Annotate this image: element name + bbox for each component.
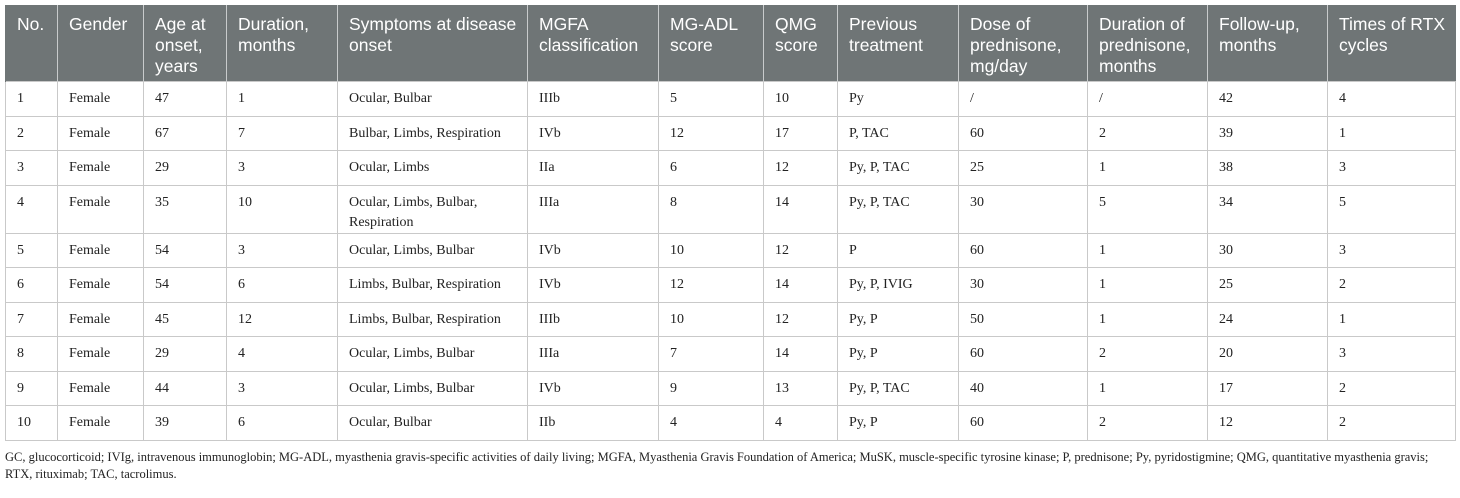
table-cell: 1	[1328, 116, 1456, 151]
table-cell: Bulbar, Limbs, Respiration	[338, 116, 528, 151]
table-cell: 42	[1208, 82, 1328, 117]
table-cell: 14	[764, 337, 838, 372]
table-cell: 25	[1208, 268, 1328, 303]
table-cell: 14	[764, 185, 838, 233]
table-cell: Ocular, Limbs	[338, 151, 528, 186]
table-row	[6, 151, 1456, 186]
table-cell: 2	[1088, 116, 1208, 151]
table-cell: IIIa	[528, 337, 659, 372]
table-row	[6, 233, 1456, 268]
table-cell: 7	[659, 337, 764, 372]
table-cell: 3	[227, 151, 338, 186]
table-cell: 12	[764, 151, 838, 186]
table-cell: 17	[1208, 371, 1328, 406]
table-cell: 6	[659, 151, 764, 186]
table-container	[5, 5, 1455, 483]
table-row	[6, 82, 1456, 117]
table-cell: 5	[659, 82, 764, 117]
header-cell: Dose of prednisone, mg/day	[959, 5, 1088, 82]
table-cell: 2	[1328, 371, 1456, 406]
table-cell: 54	[144, 233, 227, 268]
table-cell: 10	[764, 82, 838, 117]
table-cell: Female	[58, 116, 144, 151]
table-cell: 35	[144, 185, 227, 233]
table-cell: Py	[838, 82, 959, 117]
table-cell: 30	[959, 268, 1088, 303]
table-cell: Female	[58, 371, 144, 406]
table-cell: 2	[1088, 406, 1208, 441]
table-cell: 5	[6, 233, 58, 268]
header-cell: Times of RTX cycles	[1328, 5, 1456, 82]
table-cell: 8	[659, 185, 764, 233]
table-cell: 50	[959, 302, 1088, 337]
table-row	[6, 116, 1456, 151]
table-cell: 17	[764, 116, 838, 151]
table-cell: 3	[1328, 337, 1456, 372]
header-cell: Duration, months	[227, 5, 338, 82]
header-cell: QMG score	[764, 5, 838, 82]
table-cell: Py, P, IVIG	[838, 268, 959, 303]
table-cell: 20	[1208, 337, 1328, 372]
table-cell: Ocular, Bulbar	[338, 406, 528, 441]
table-cell: IIb	[528, 406, 659, 441]
table-cell: 3	[227, 371, 338, 406]
table-cell: Ocular, Bulbar	[338, 82, 528, 117]
table-cell: 3	[6, 151, 58, 186]
table-cell: 1	[1328, 302, 1456, 337]
table-cell: 2	[6, 116, 58, 151]
table-cell: 29	[144, 337, 227, 372]
table-cell: 6	[227, 268, 338, 303]
table-cell: 1	[1088, 233, 1208, 268]
table-cell: Female	[58, 151, 144, 186]
table-cell: 44	[144, 371, 227, 406]
table-cell: IIIb	[528, 302, 659, 337]
table-cell: 60	[959, 116, 1088, 151]
table-cell: 4	[659, 406, 764, 441]
table-cell: Female	[58, 82, 144, 117]
table-cell: 5	[1328, 185, 1456, 233]
table-cell: 39	[1208, 116, 1328, 151]
table-cell: 3	[1328, 151, 1456, 186]
header-cell: MG-ADL score	[659, 5, 764, 82]
table-cell: 7	[6, 302, 58, 337]
table-cell: 60	[959, 406, 1088, 441]
table-cell: 67	[144, 116, 227, 151]
table-cell: 10	[227, 185, 338, 233]
patient-table	[5, 5, 1456, 441]
table-row	[6, 185, 1456, 233]
table-cell: 40	[959, 371, 1088, 406]
table-cell: P, TAC	[838, 116, 959, 151]
table-cell: Female	[58, 337, 144, 372]
table-cell: IIIa	[528, 185, 659, 233]
table-cell: 3	[227, 233, 338, 268]
table-cell: 1	[1088, 268, 1208, 303]
table-cell: 24	[1208, 302, 1328, 337]
header-cell: Gender	[58, 5, 144, 82]
table-row	[6, 337, 1456, 372]
table-body	[6, 82, 1456, 441]
table-cell: 8	[6, 337, 58, 372]
header-cell: Symptoms at disease onset	[338, 5, 528, 82]
table-cell: 6	[227, 406, 338, 441]
table-cell: IVb	[528, 233, 659, 268]
table-cell: 10	[6, 406, 58, 441]
table-cell: 38	[1208, 151, 1328, 186]
table-cell: 12	[764, 302, 838, 337]
table-cell: Py, P	[838, 302, 959, 337]
table-cell: 5	[1088, 185, 1208, 233]
table-cell: 12	[1208, 406, 1328, 441]
table-cell: Ocular, Limbs, Bulbar	[338, 337, 528, 372]
table-cell: 12	[227, 302, 338, 337]
table-cell: IVb	[528, 116, 659, 151]
table-cell: 4	[227, 337, 338, 372]
table-cell: Py, P, TAC	[838, 151, 959, 186]
table-cell: 3	[1328, 233, 1456, 268]
table-cell: 29	[144, 151, 227, 186]
table-cell: 1	[227, 82, 338, 117]
table-cell: Py, P, TAC	[838, 371, 959, 406]
table-cell: 2	[1328, 406, 1456, 441]
table-cell: /	[1088, 82, 1208, 117]
table-cell: 9	[6, 371, 58, 406]
table-cell: IIIb	[528, 82, 659, 117]
table-row	[6, 371, 1456, 406]
header-cell: No.	[6, 5, 58, 82]
table-cell: 2	[1088, 337, 1208, 372]
table-cell: 12	[659, 268, 764, 303]
table-cell: Py, P, TAC	[838, 185, 959, 233]
header-cell: MGFA classification	[528, 5, 659, 82]
header-row	[6, 5, 1456, 82]
table-cell: 47	[144, 82, 227, 117]
table-cell: 1	[6, 82, 58, 117]
table-cell: 30	[1208, 233, 1328, 268]
table-cell: Female	[58, 185, 144, 233]
table-cell: 7	[227, 116, 338, 151]
table-cell: IIa	[528, 151, 659, 186]
table-cell: IVb	[528, 268, 659, 303]
table-cell: Ocular, Limbs, Bulbar	[338, 233, 528, 268]
table-cell: 4	[1328, 82, 1456, 117]
table-cell: 39	[144, 406, 227, 441]
table-cell: 60	[959, 337, 1088, 372]
table-cell: 10	[659, 233, 764, 268]
table-cell: 34	[1208, 185, 1328, 233]
table-cell: 25	[959, 151, 1088, 186]
table-cell: 1	[1088, 302, 1208, 337]
table-cell: 2	[1328, 268, 1456, 303]
table-cell: 1	[1088, 151, 1208, 186]
table-cell: Limbs, Bulbar, Respiration	[338, 302, 528, 337]
header-cell: Previous treatment	[838, 5, 959, 82]
table-footnote: GC, glucocorticoid; IVIg, intravenous immunoglobin; MG-ADL, myasthenia gravis-specific activities of daily living; MGFA, Myasthenia Gravis Foundation of America; MuSK, muscle-specific tyrosine kinase; P, prednisone; Py, pyridostigmine; QMG, quantitative myasthenia gravis; RTX, rituximab; TAC, tacrolimus.	[5, 449, 1429, 481]
table-cell: 54	[144, 268, 227, 303]
table-row	[6, 268, 1456, 303]
table-cell: Py, P	[838, 337, 959, 372]
table-cell: Female	[58, 406, 144, 441]
table-cell: Female	[58, 268, 144, 303]
table-cell: Limbs, Bulbar, Respiration	[338, 268, 528, 303]
header-cell: Follow-up, months	[1208, 5, 1328, 82]
table-row	[6, 406, 1456, 441]
table-cell: P	[838, 233, 959, 268]
table-cell: 45	[144, 302, 227, 337]
table-cell: IVb	[528, 371, 659, 406]
table-cell: Female	[58, 233, 144, 268]
table-cell: 10	[659, 302, 764, 337]
table-cell: /	[959, 82, 1088, 117]
header-cell: Age at onset, years	[144, 5, 227, 82]
table-cell: 12	[764, 233, 838, 268]
table-cell: 4	[6, 185, 58, 233]
table-cell: 9	[659, 371, 764, 406]
table-cell: 30	[959, 185, 1088, 233]
table-cell: 4	[764, 406, 838, 441]
table-cell: 13	[764, 371, 838, 406]
table-cell: 1	[1088, 371, 1208, 406]
table-cell: 12	[659, 116, 764, 151]
table-cell: 6	[6, 268, 58, 303]
table-row	[6, 302, 1456, 337]
header-cell: Duration of prednisone, months	[1088, 5, 1208, 82]
table-cell: 60	[959, 233, 1088, 268]
table-cell: Ocular, Limbs, Bulbar, Respiration	[338, 185, 528, 233]
table-cell: Female	[58, 302, 144, 337]
table-cell: 14	[764, 268, 838, 303]
table-cell: Py, P	[838, 406, 959, 441]
table-cell: Ocular, Limbs, Bulbar	[338, 371, 528, 406]
